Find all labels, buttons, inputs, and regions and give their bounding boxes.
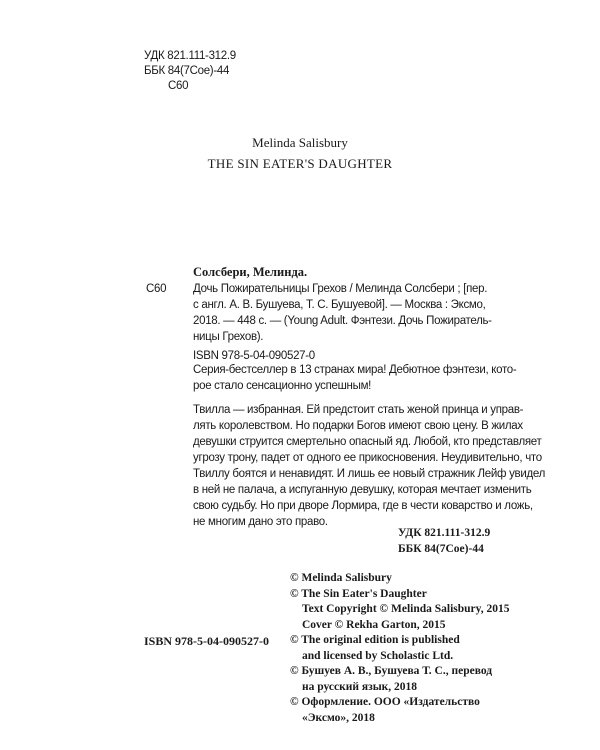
catalog-heading: Солсбери, Мелинда. [193,265,308,279]
copyright-line: © Бушуев А. В., Бушуева Т. С., перевод [290,665,493,677]
annotation-line: угрозу трону, падет от одного ее прикосновения. Неудивительно, что [193,452,542,464]
top-bbk: ББК 84(7Сое)-44 [144,65,230,77]
copyright-line: на русский язык, 2018 [302,680,418,693]
series-note [193,362,563,394]
catalog-udk: УДК 821.111-312.9 [398,527,491,539]
annotation-line: лять королевством. Но подарки Богов имеют свою цену. В жилах [193,420,523,432]
bottom-isbn: ISBN 978-5-04-090527-0 [144,634,269,648]
series-note-line: Серия-бестселлер в 13 странах мира! Дебютное фэнтези, кото- [193,364,517,376]
annotation-line: Твиллу боятся и ненавидят. И лишь ее новый стражник Лейф увидел [193,468,545,480]
copyright-line: © The original edition is published [290,634,460,646]
copyright-line: Text Copyright © Melinda Salisbury, 2015 [302,603,510,615]
copyright-line: and licensed by Scholastic Ltd. [302,649,454,662]
copyright-line: © Оформление. ООО «Издательство [290,696,480,708]
catalog-bbk: ББК 84(7Сое)-44 [398,543,484,555]
top-udk: УДК 821.111-312.9 [144,50,236,62]
annotation-line: девушки струится смертельно опасный яд. Любой, кто представляет [193,436,542,448]
catalog-isbn: ISBN 978-5-04-090527-0 [193,350,315,362]
copyright-line: © Melinda Salisbury [290,572,392,584]
description-line: Дочь Пожирательницы Грехов / Мелинда Солсбери ; [пер. [193,283,488,295]
copyright-line: © The Sin Eater's Daughter [290,587,427,600]
description-line: с англ. А. В. Бушуева, Т. С. Бушуевой]. — Москва : Эксмо, [193,299,486,311]
annotation-line: свою судьбу. Но при дворе Лормира, где в чести коварство и ложь, [193,500,533,512]
annotation [193,402,573,530]
annotation-line: Твилла — избранная. Ей предстоит стать женой принца и управ- [193,404,524,416]
copyright-line: Cover © Rekha Garton, 2015 [302,618,446,631]
copyright-line: «Эксмо», 2018 [302,711,375,724]
catalog-mark: С60 [146,283,167,295]
copyright-block [290,571,510,726]
original-author: Melinda Salisbury [252,135,348,150]
annotation-line: не многим дано это право. [193,516,328,528]
top-author-mark: С60 [168,80,189,92]
description-line: 2018. — 448 с. — (Young Adult. Фэнтези. Дочь Пожиратель- [193,315,492,327]
annotation-line: в ней не палача, а испуганную девушку, которая мечтает изменить [193,484,532,496]
description-line: ницы Грехов). [193,331,264,343]
series-note-line: рое стало сенсационно успешным! [193,380,372,392]
catalog-description [193,281,563,345]
original-title: THE SIN EATER'S DAUGHTER [207,156,393,171]
